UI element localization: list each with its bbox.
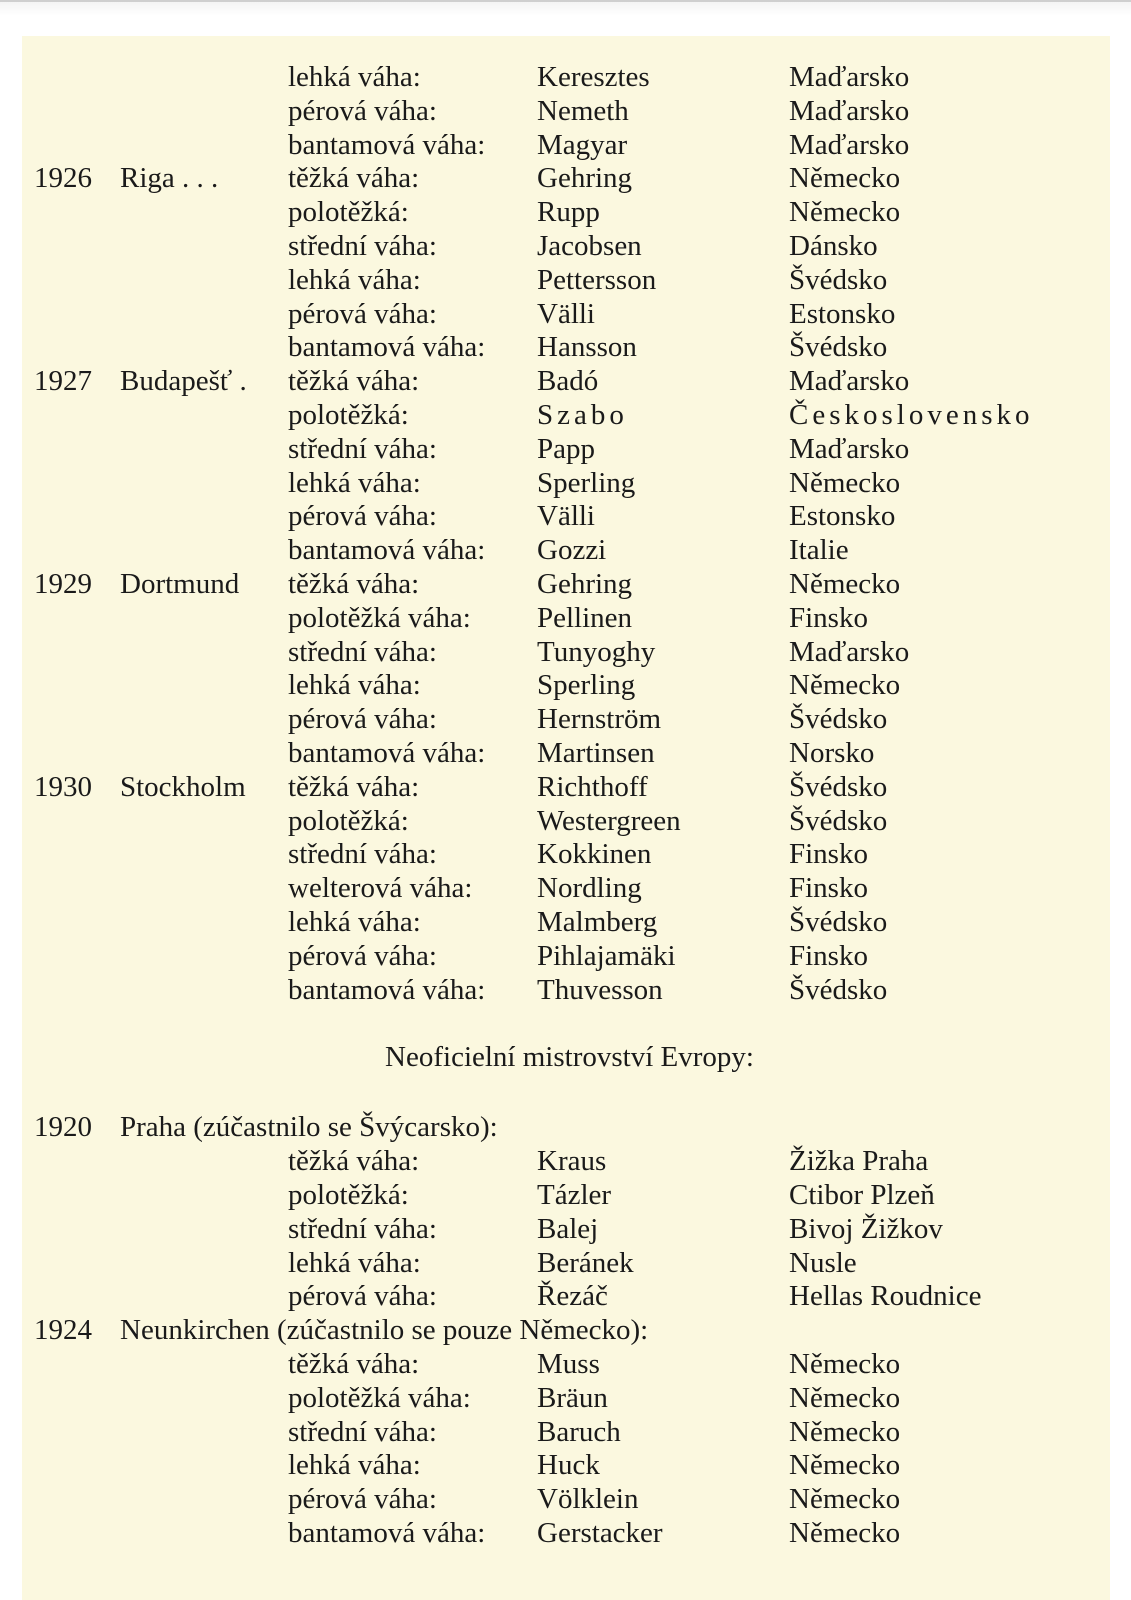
weight-category: lehká váha: — [288, 466, 421, 499]
weight-category: polotěžká váha: — [288, 1381, 471, 1414]
weight-category: bantamová váha: — [288, 534, 486, 567]
weight-category: bantamová váha: — [288, 973, 486, 1006]
athlete-name: Westergreen — [537, 804, 681, 837]
athlete-name: Papp — [537, 432, 595, 465]
result-row — [0, 905, 1131, 939]
country-name: Estonsko — [789, 297, 896, 330]
unofficial-result-row — [0, 1415, 1131, 1449]
athlete-name: Gerstacker — [537, 1517, 663, 1549]
city-label: Dortmund — [120, 568, 240, 600]
athlete-name: Řezáč — [537, 1280, 608, 1313]
result-row — [0, 668, 1131, 702]
athlete-name: Badó — [537, 365, 599, 398]
result-row — [0, 364, 1131, 398]
weight-category: pérová váha: — [288, 939, 437, 972]
weight-category: polotěžká: — [288, 804, 409, 837]
athlete-name: Tunyoghy — [537, 635, 656, 668]
unofficial-result-row — [0, 1448, 1131, 1482]
athlete-name: Nordling — [537, 872, 642, 905]
athlete-name: Martinsen — [537, 737, 655, 769]
athlete-name: Rupp — [537, 196, 600, 229]
year-label: 1926 — [34, 162, 92, 195]
club-name: Německo — [789, 1483, 901, 1516]
event-heading — [34, 1313, 648, 1347]
weight-category: těžká váha: — [288, 162, 420, 195]
result-row — [0, 263, 1131, 297]
weight-category: těžká váha: — [288, 568, 420, 600]
unofficial-result-row — [0, 1347, 1131, 1381]
unofficial-result-row — [0, 1482, 1131, 1516]
unofficial-result-row — [0, 1246, 1131, 1280]
result-row — [0, 567, 1131, 601]
result-row — [0, 770, 1131, 804]
athlete-name: Pellinen — [537, 601, 633, 634]
country-name: Německo — [789, 669, 901, 702]
result-row — [0, 398, 1131, 432]
athlete-name: Kraus — [537, 1145, 607, 1178]
result-row — [0, 601, 1131, 635]
result-row — [0, 297, 1131, 331]
weight-category: bantamová váha: — [288, 331, 486, 364]
weight-category: lehká váha: — [288, 1246, 421, 1279]
event-year: 1920 — [34, 1111, 92, 1144]
athlete-name: Magyar — [537, 128, 628, 161]
result-row — [0, 804, 1131, 838]
weight-category: bantamová váha: — [288, 737, 486, 769]
athlete-name: Gozzi — [537, 534, 607, 567]
country-name: Německo — [789, 196, 901, 229]
weight-category: bantamová váha: — [288, 128, 486, 161]
weight-category: střední váha: — [288, 230, 437, 262]
club-name: Německo — [789, 1348, 901, 1380]
athlete-name: Szabo — [537, 399, 628, 431]
athlete-name: Thuvesson — [537, 973, 663, 1006]
country-name: Maďarsko — [789, 128, 910, 161]
result-row — [0, 973, 1131, 1007]
result-row — [0, 330, 1131, 364]
country-name: Švédsko — [789, 263, 888, 296]
result-row — [0, 432, 1131, 466]
athlete-name: Hansson — [537, 331, 637, 364]
athlete-name: Välli — [537, 297, 595, 330]
athlete-name: Kokkinen — [537, 838, 652, 871]
country-name: Švédsko — [789, 973, 888, 1006]
athlete-name: Välli — [537, 500, 595, 533]
year-label: 1929 — [34, 568, 92, 600]
unofficial-result-row — [0, 1144, 1131, 1178]
unofficial-result-row — [0, 1178, 1131, 1212]
country-name: Italie — [789, 534, 849, 567]
club-name: Německo — [789, 1381, 901, 1414]
year-label: 1930 — [34, 770, 92, 803]
event-title: Neunkirchen (zúčastnilo se pouze Německo): — [120, 1314, 649, 1347]
athlete-name: Hernström — [537, 703, 662, 736]
country-name: Maďarsko — [789, 432, 910, 465]
result-row — [0, 60, 1131, 94]
result-row — [0, 702, 1131, 736]
weight-category: střední váha: — [288, 1212, 437, 1245]
city-label: Stockholm — [120, 770, 246, 803]
club-name: Německo — [789, 1449, 901, 1482]
athlete-name: Nemeth — [537, 94, 629, 127]
result-row — [0, 499, 1131, 533]
country-name: Finsko — [789, 601, 868, 634]
country-name: Maďarsko — [789, 635, 910, 668]
country-name: Německo — [789, 162, 901, 195]
result-row — [0, 229, 1131, 263]
athlete-name: Balej — [537, 1212, 599, 1245]
weight-category: pérová váha: — [288, 703, 437, 736]
country-name: Německo — [789, 466, 901, 499]
weight-category: střední váha: — [288, 432, 437, 465]
weight-category: lehká váha: — [288, 263, 421, 296]
unofficial-result-row — [0, 1212, 1131, 1246]
result-row — [0, 635, 1131, 669]
weight-category: welterová váha: — [288, 872, 473, 905]
country-name: Švédsko — [789, 804, 888, 837]
athlete-name: Beránek — [537, 1246, 634, 1279]
weight-category: lehká váha: — [288, 1449, 421, 1482]
city-label: Budapešť . — [120, 365, 247, 398]
weight-category: těžká váha: — [288, 1348, 420, 1380]
athlete-name: Malmberg — [537, 906, 658, 938]
weight-category: střední váha: — [288, 838, 437, 871]
country-name: Československo — [789, 399, 1034, 431]
weight-category: pérová váha: — [288, 1280, 437, 1313]
athlete-name: Pettersson — [537, 263, 657, 296]
result-row — [0, 161, 1131, 195]
country-name: Maďarsko — [789, 94, 910, 127]
country-name: Švédsko — [789, 331, 888, 364]
athlete-name: Sperling — [537, 669, 636, 702]
weight-category: pérová váha: — [288, 1483, 437, 1516]
country-name: Švédsko — [789, 703, 888, 736]
result-row — [0, 466, 1131, 500]
weight-category: lehká váha: — [288, 669, 421, 702]
weight-category: polotěžká váha: — [288, 601, 471, 634]
weight-category: polotěžká: — [288, 1179, 409, 1211]
athlete-name: Gehring — [537, 162, 633, 195]
unofficial-result-row — [0, 1279, 1131, 1313]
club-name: Německo — [789, 1517, 901, 1549]
unofficial-result-row — [0, 1381, 1131, 1415]
country-name: Finsko — [789, 838, 868, 871]
club-name: Nusle — [789, 1246, 857, 1279]
weight-category: pérová váha: — [288, 297, 437, 330]
club-name: Hellas Roudnice — [789, 1280, 982, 1313]
country-name: Norsko — [789, 737, 875, 769]
weight-category: střední váha: — [288, 635, 437, 668]
athlete-name: Bräun — [537, 1381, 608, 1414]
result-row — [0, 736, 1131, 770]
weight-category: polotěžká: — [288, 399, 409, 431]
weight-category: pérová váha: — [288, 94, 437, 127]
athlete-name: Gehring — [537, 568, 633, 600]
result-row — [0, 195, 1131, 229]
athlete-name: Pihlajamäki — [537, 939, 676, 972]
weight-category: těžká váha: — [288, 365, 420, 398]
weight-category: lehká váha: — [288, 906, 421, 938]
result-row — [0, 837, 1131, 871]
athlete-name: Muss — [537, 1348, 600, 1380]
athlete-name: Tázler — [537, 1179, 612, 1211]
city-label: Riga . . . — [120, 162, 219, 195]
weight-category: bantamová váha: — [288, 1517, 486, 1549]
country-name: Dánsko — [789, 230, 878, 262]
athlete-name: Baruch — [537, 1415, 621, 1448]
year-label: 1927 — [34, 365, 92, 398]
result-row — [0, 533, 1131, 567]
unofficial-heading: Neoficielní mistrovství Evropy: — [385, 1041, 754, 1074]
club-name: Bivoj Žižkov — [789, 1212, 943, 1245]
country-name: Švédsko — [789, 770, 888, 803]
country-name: Maďarsko — [789, 365, 910, 398]
country-name: Německo — [789, 568, 901, 600]
athlete-name: Richthoff — [537, 770, 648, 803]
athlete-name: Sperling — [537, 466, 636, 499]
event-heading — [34, 1110, 498, 1144]
event-title: Praha (zúčastnilo se Švýcarsko): — [120, 1111, 498, 1144]
club-name: Ctibor Plzeň — [789, 1179, 935, 1211]
weight-category: polotěžká: — [288, 196, 409, 229]
weight-category: pérová váha: — [288, 500, 437, 533]
event-year: 1924 — [34, 1314, 92, 1347]
result-row — [0, 939, 1131, 973]
weight-category: střední váha: — [288, 1415, 437, 1448]
athlete-name: Keresztes — [537, 61, 650, 93]
athlete-name: Völklein — [537, 1483, 639, 1516]
result-row — [0, 94, 1131, 128]
country-name: Švédsko — [789, 906, 888, 938]
country-name: Maďarsko — [789, 61, 910, 93]
club-name: Německo — [789, 1415, 901, 1448]
weight-category: těžká váha: — [288, 770, 420, 803]
country-name: Finsko — [789, 872, 868, 905]
weight-category: těžká váha: — [288, 1145, 420, 1178]
result-row — [0, 128, 1131, 162]
weight-category: lehká váha: — [288, 61, 421, 93]
athlete-name: Huck — [537, 1449, 600, 1482]
result-row — [0, 871, 1131, 905]
athlete-name: Jacobsen — [537, 230, 642, 262]
club-name: Žižka Praha — [789, 1145, 929, 1178]
unofficial-result-row — [0, 1516, 1131, 1550]
country-name: Finsko — [789, 939, 868, 972]
country-name: Estonsko — [789, 500, 896, 533]
